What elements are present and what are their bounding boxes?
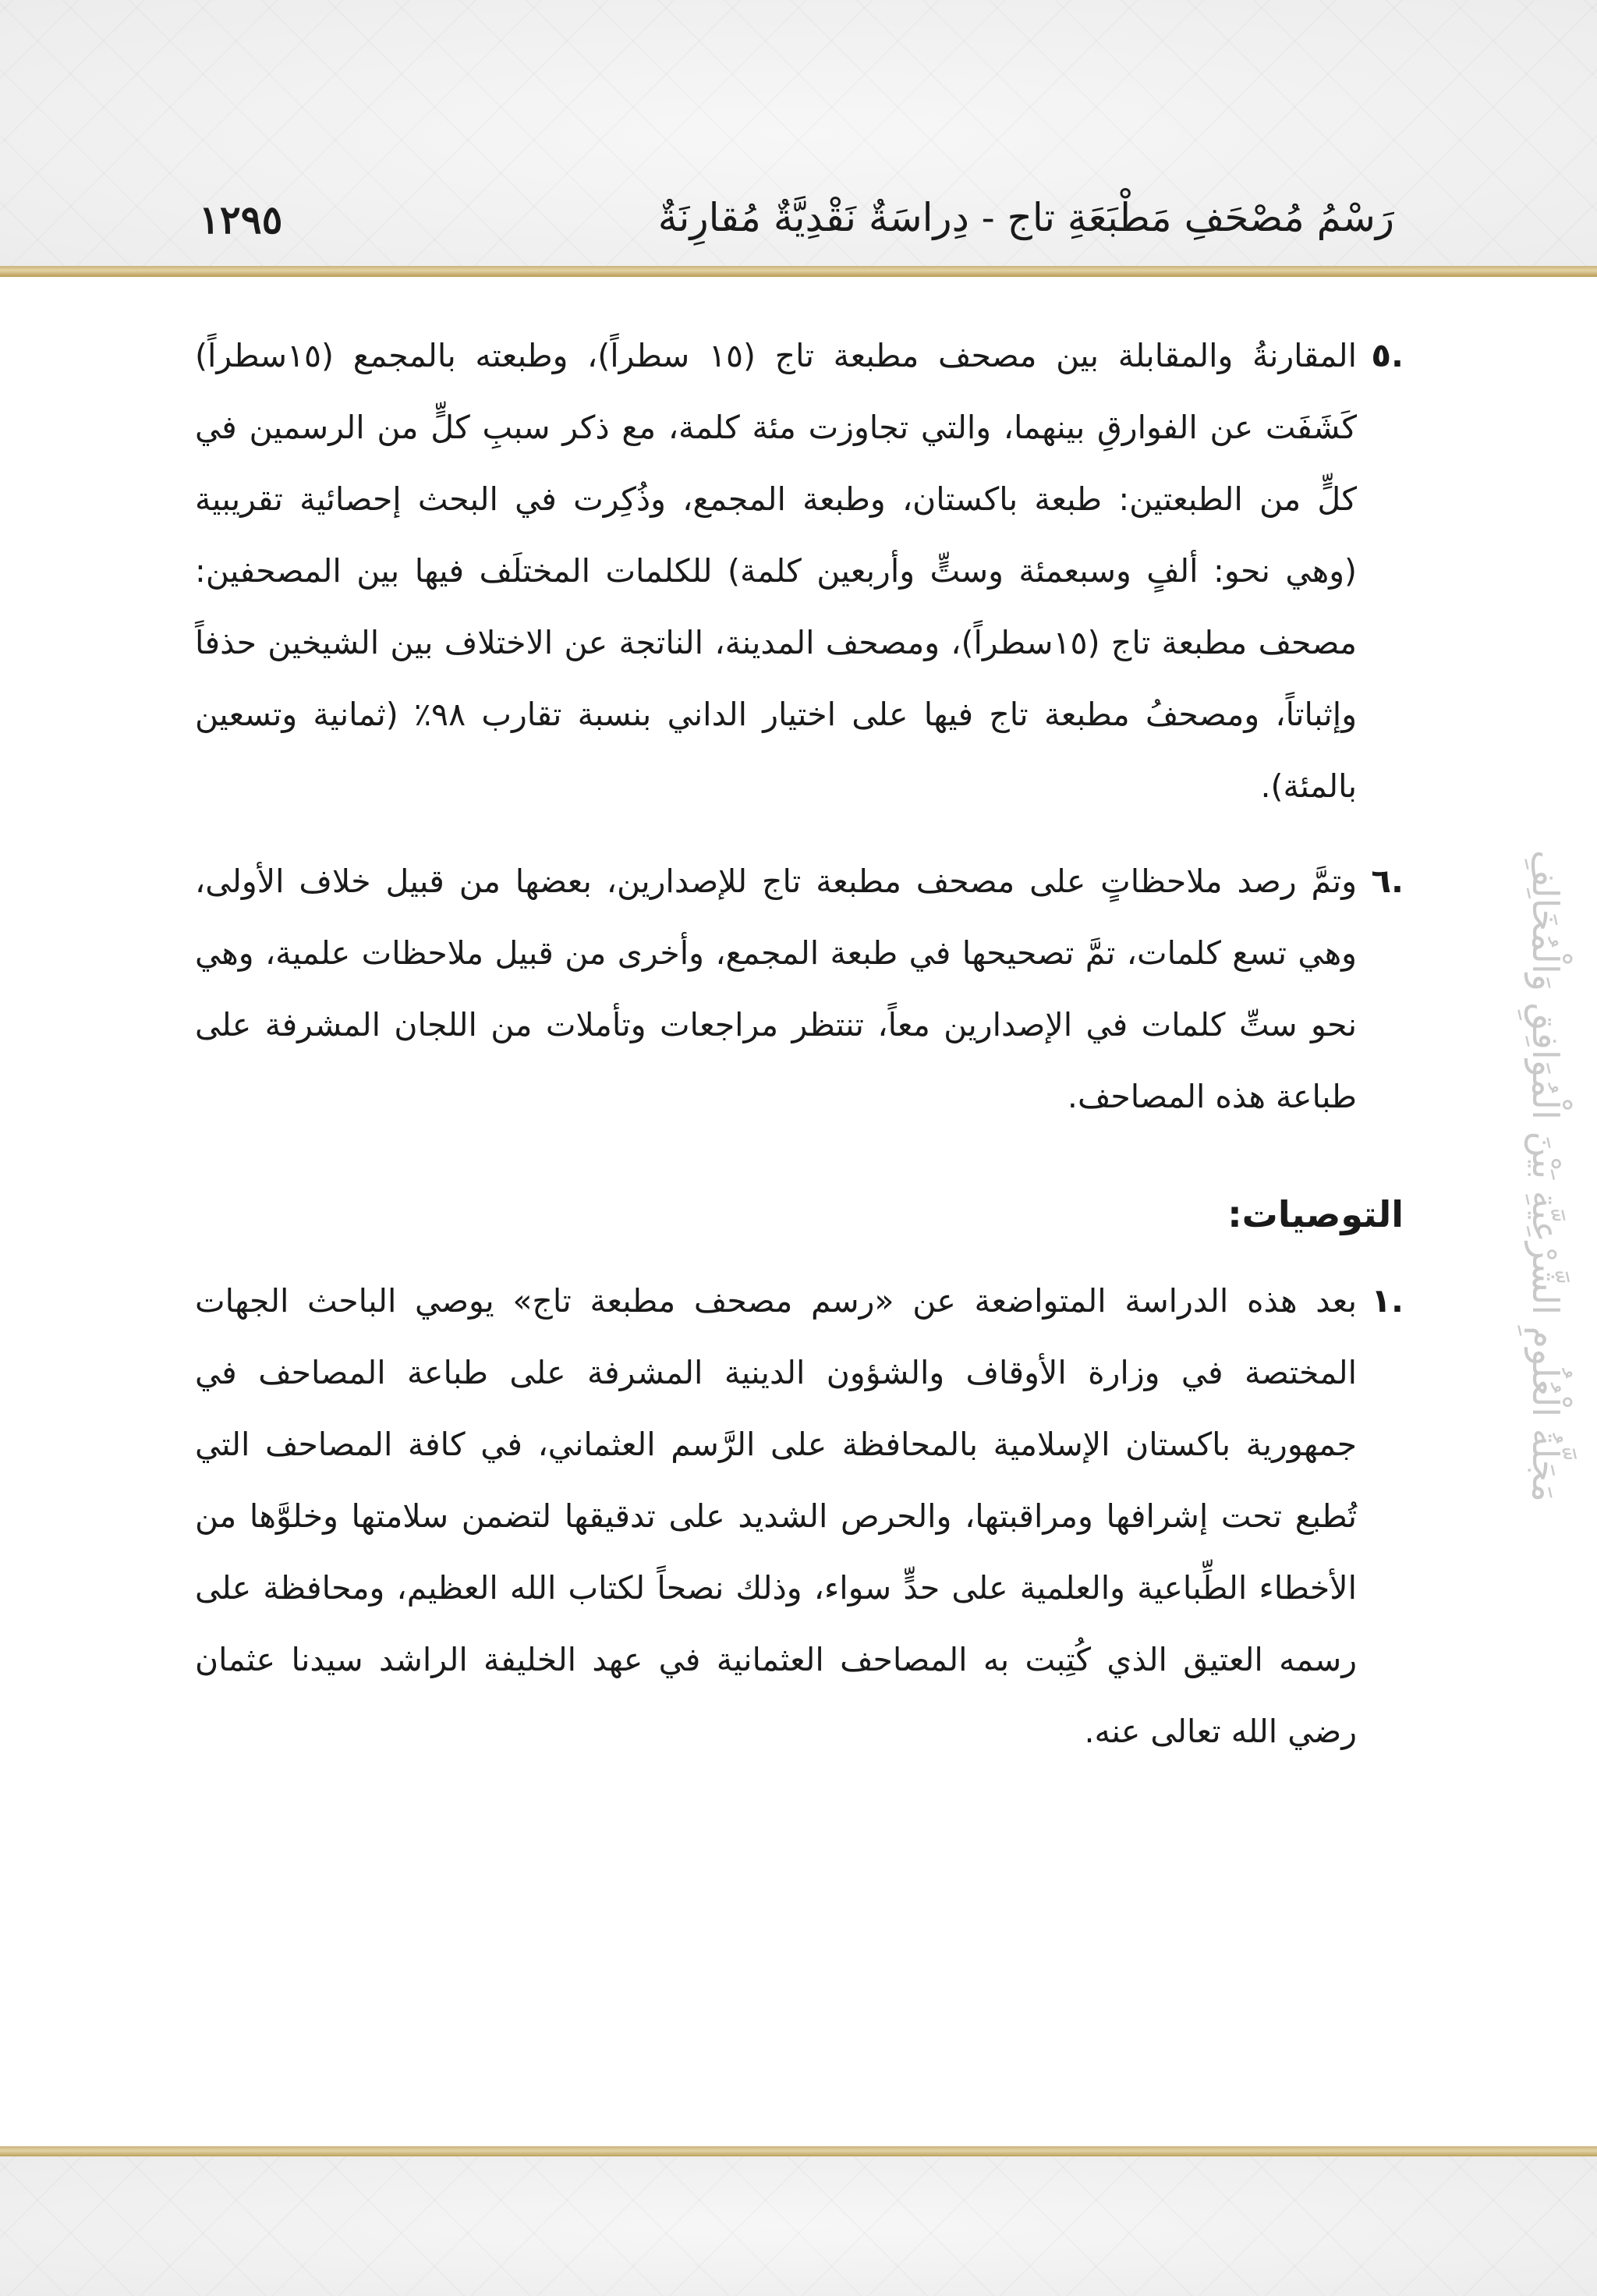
list-item-5	[195, 320, 1404, 822]
header-gold-rule	[0, 266, 1597, 277]
item-text: المقارنةُ والمقابلة بين مصحف مطبعة تاج (١٥ سطراً)، وطبعته بالمجمع (١٥سطراً) كَشَفَت عن الفوارقِ بينهما، والتي تجاوزت مئة كلمة، مع ذكر سببِ كلٍّ من الرسمين في كلٍّ من الطبعتين: طبعة باكستان، وطبعة المجمع، وذُكِرت في البحث إحصائية تقريبية (وهي نحو: ألفٍ وسبعمئة وستٍّ وأربعين كلمة) للكلمات المختلَف فيها بين المصحفين: مصحف مطبعة تاج (١٥سطراً)، ومصحف المدينة، الناتجة عن الاختلاف بين الشيخين حذفاً وإثباتاً، ومصحفُ مطبعة تاج فيها على اختيار الداني بنسبة تقارب ٩٨٪ (ثمانية وتسعين بالمئة).	[195, 337, 1357, 805]
item-text: وتمَّ رصد ملاحظاتٍ على مصحف مطبعة تاج للإصدارين، بعضها من قبيل خلاف الأولى، وهي تسع كلمات، تمَّ تصحيحها في طبعة المجمع، وأخرى من قبيل ملاحظات علمية، وهي نحو ستِّ كلمات في الإصدارين معاً، تنتظر مراجعات وتأملات من اللجان المشرفة على طباعة هذه المصاحف.	[195, 863, 1357, 1115]
page-body	[195, 320, 1404, 1791]
item-number: .٥	[1371, 336, 1404, 374]
recommendations-heading: التوصيات:	[1227, 1193, 1404, 1235]
list-item-6	[195, 845, 1404, 1132]
item-text: بعد هذه الدراسة المتواضعة عن «رسم مصحف مطبعة تاج» يوصي الباحث الجهات المختصة في وزارة الأوقاف والشؤون الدينية المشرفة على طباعة المصاحف في جمهورية باكستان الإسلامية بالمحافظة على الرَّسم العثماني، في كافة المصاحف التي تُطبع تحت إشرافها ومراقبتها، والحرص الشديد على تدقيقها لتضمن سلامتها وخلوَّها من الأخطاء الطِّباعية والعلمية على حدٍّ سواء، وذلك نصحاً لكتاب الله العظيم، ومحافظة على رسمه العتيق الذي كُتِبت به المصاحف العثمانية في عهد الخليفة الراشد سيدنا عثمان رضي الله تعالى عنه.	[195, 1282, 1357, 1750]
running-header-title: رَسْمُ مُصْحَفِ مَطْبَعَةِ تاج - دِراسَةٌ نَقْدِيَّةٌ مُقارِنَةٌ	[657, 195, 1394, 240]
journal-side-title: مَجَلَّةُ الْعُلُومِ الشَّرْعِيَّةِ بَيْنَ الْمُوَافِقِ وَالْمُخَالِفِ	[1524, 850, 1567, 1502]
item-number: .٦	[1371, 862, 1404, 900]
footer-gold-rule	[0, 2146, 1597, 2157]
page-number: ١٢٩٥	[199, 197, 283, 243]
recommendation-item-1	[195, 1265, 1404, 1767]
footer-decorative-band	[0, 2156, 1597, 2296]
item-number: .١	[1371, 1281, 1404, 1320]
